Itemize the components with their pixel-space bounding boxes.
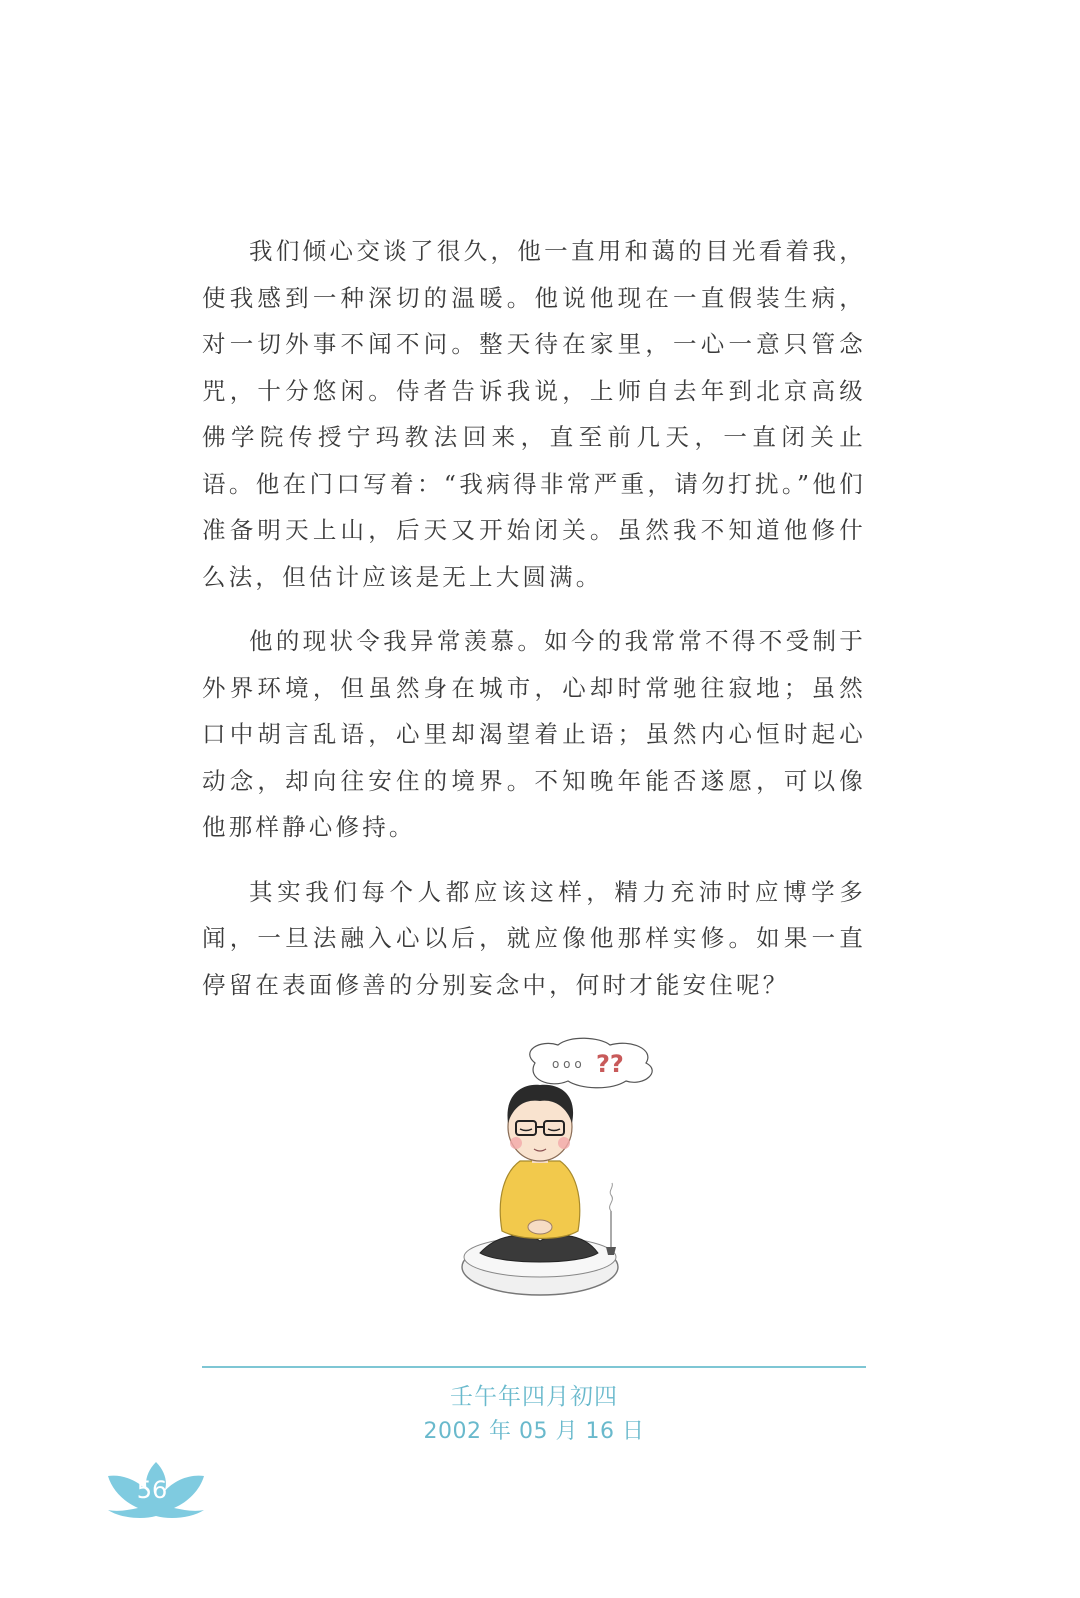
lunar-date: 壬午年四月初四 bbox=[450, 1384, 618, 1410]
svg-text:??: ?? bbox=[596, 1050, 624, 1078]
meditating-man-illustration bbox=[440, 1035, 680, 1315]
page-number: 56 bbox=[136, 1476, 168, 1504]
paragraph-1: 我们倾心交谈了很久，他一直用和蔼的目光看着我，使我感到一种深切的温暖。他说他现在一直假装生病，对一切外事不闻不问。整天待在家里，一心一意只管念咒，十分悠闲。侍者告诉我说，上师自去年到北京高级佛学院传授宁玛教法回来，直至前几天，一直闭关止语。他在门口写着：“我病得非常严重，请勿打扰。”他们准备明天上山，后天又开始闭关。虽然我不知道他修什么法，但估计应该是无上大圆满。 bbox=[202, 237, 866, 591]
incense-burner-icon bbox=[606, 1183, 616, 1255]
paragraph-2: 他的现状令我异常羡慕。如今的我常常不得不受制于外界环境，但虽然身在城市，心却时常驰往寂地；虽然口中胡言乱语，心里却渴望着止语；虽然内心恒时起心动念，却向往安住的境界。不知晚年能否遂愿，可以像他那样静心修持。 bbox=[202, 627, 866, 841]
footer-divider bbox=[202, 1366, 866, 1368]
svg-text:o o o: o o o bbox=[552, 1057, 582, 1071]
paragraph-3: 其实我们每个人都应该这样，精力充沛时应博学多闻，一旦法融入心以后，就应像他那样实修。如果一直停留在表面修善的分别妄念中，何时才能安住呢？ bbox=[202, 877, 866, 999]
solar-date: 2002 年 05 月 16 日 bbox=[423, 1419, 645, 1444]
body-text bbox=[202, 228, 866, 1026]
